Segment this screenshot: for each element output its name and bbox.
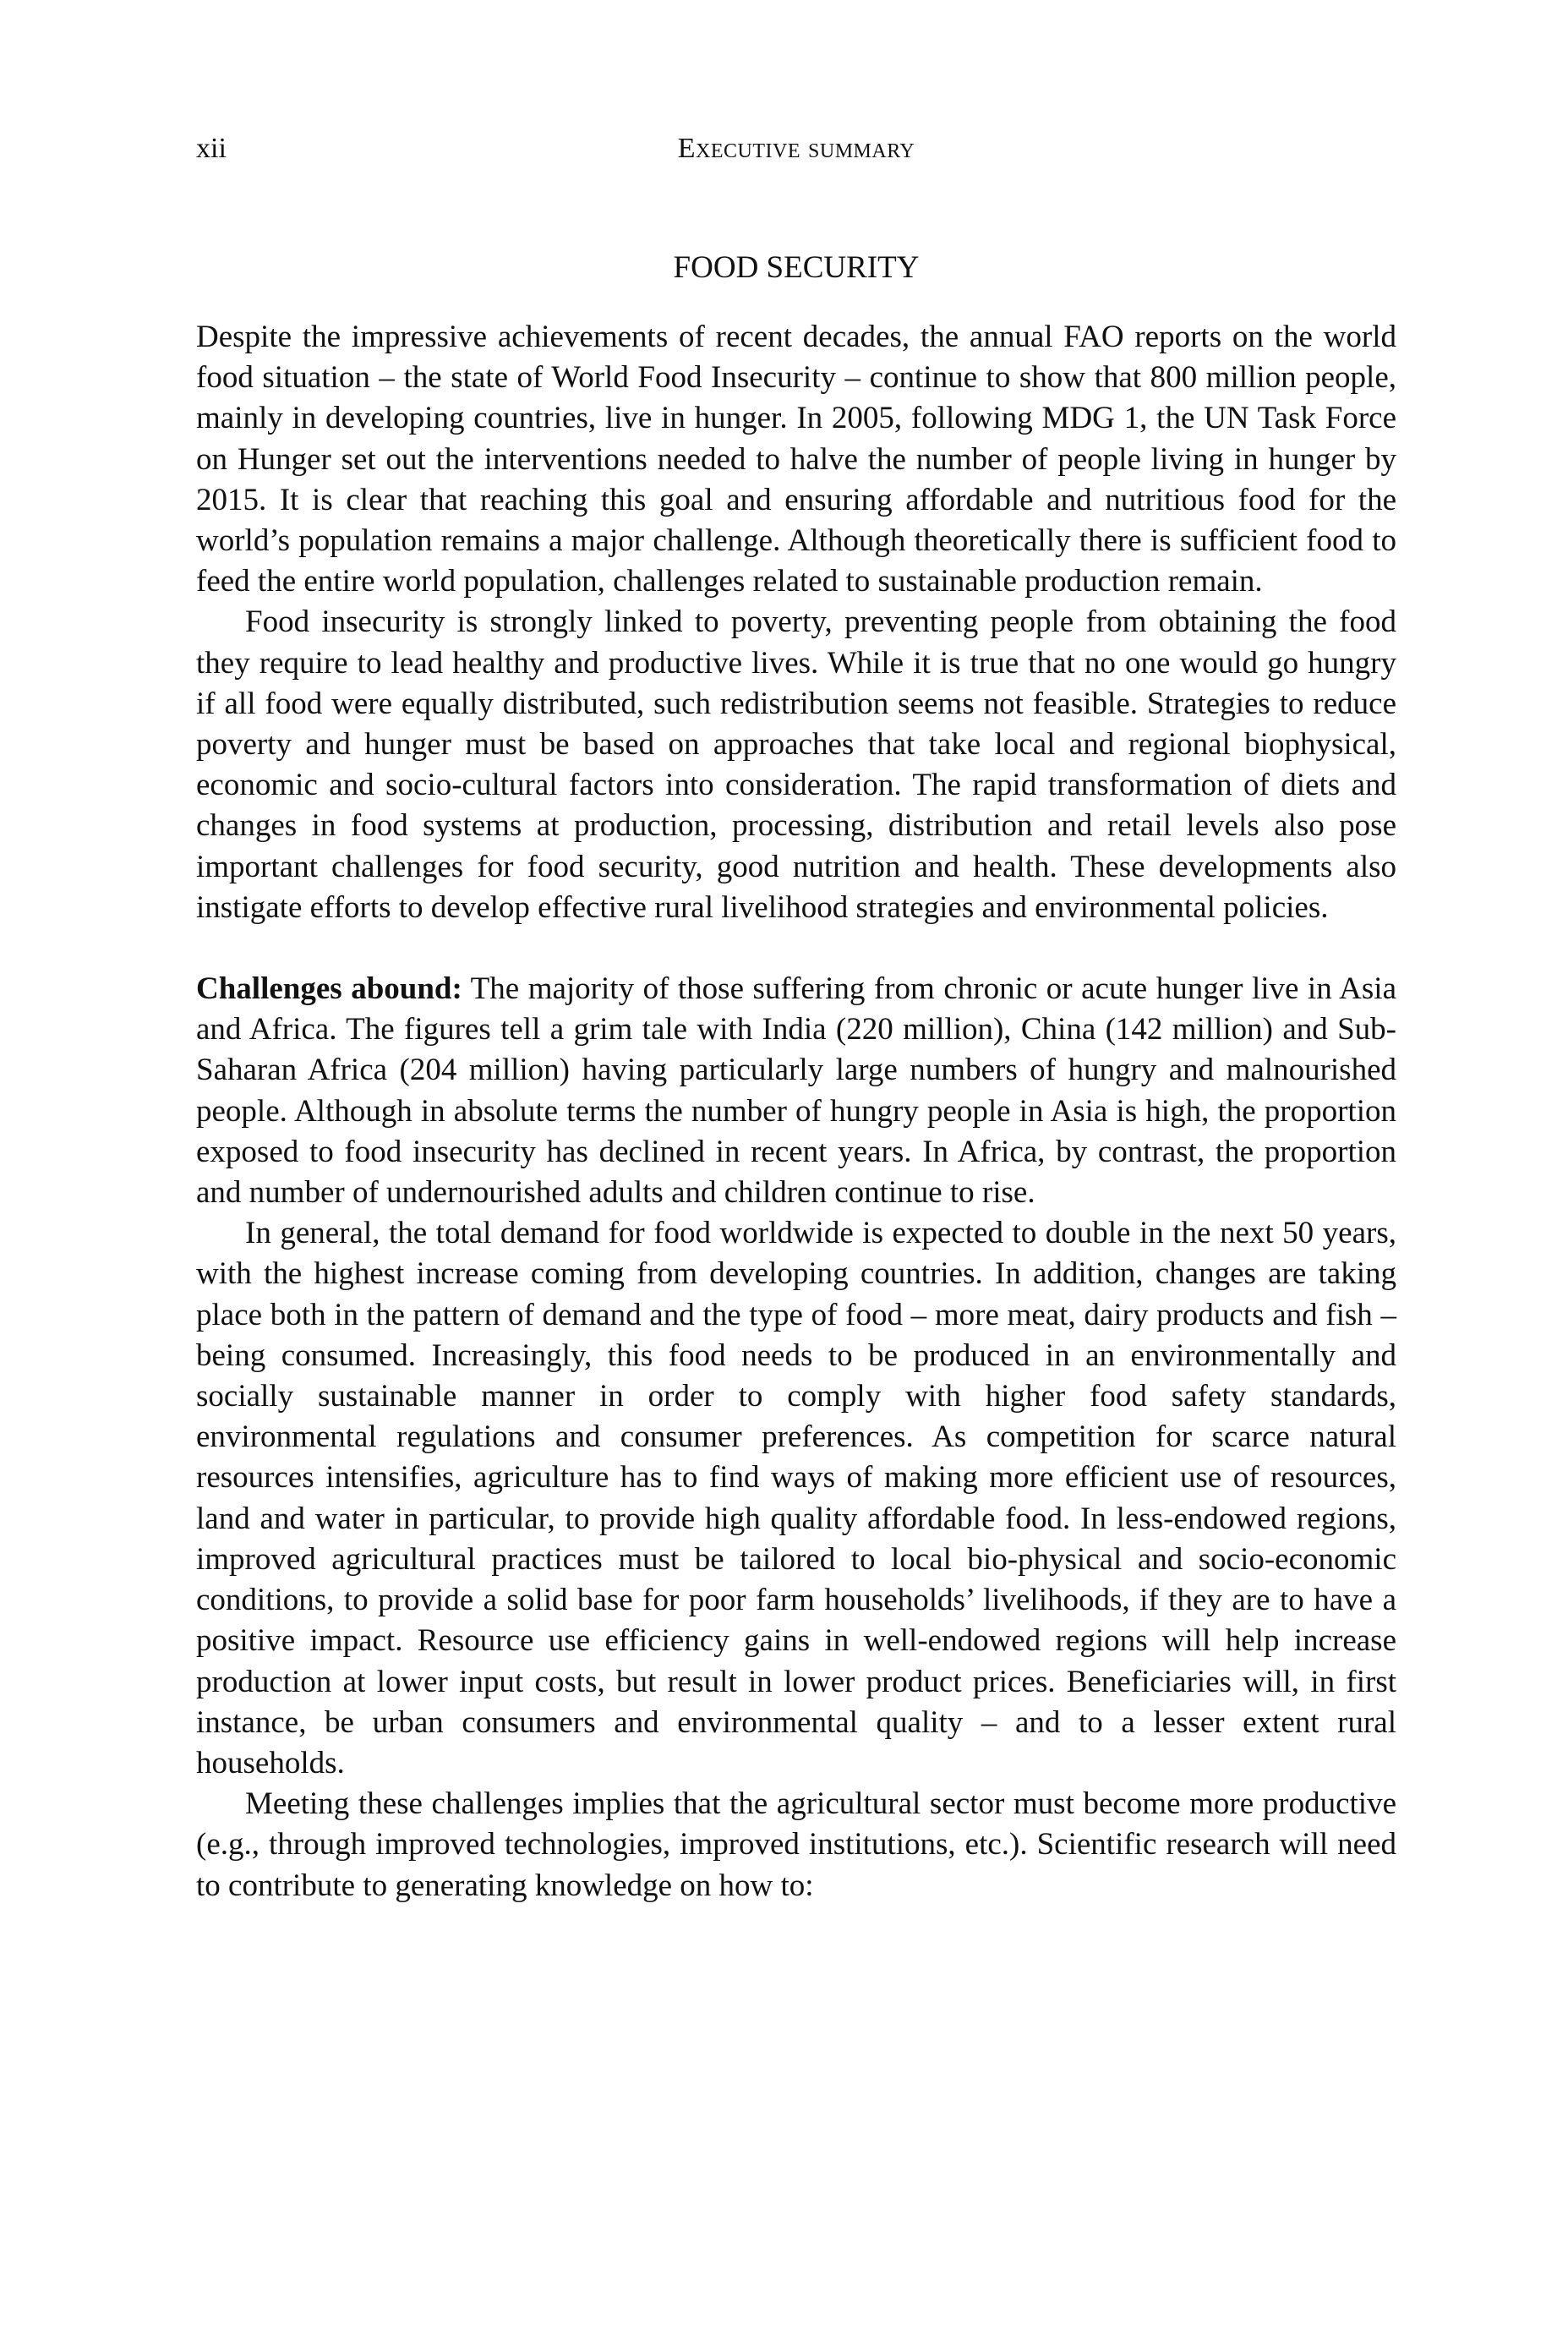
paragraph: Meeting these challenges implies that the agricultural sector must become more productive (e.g., through improved technologies, improved institutions, etc.). Scientific research will need to contribute to generating knowledge on how to: [196,1786,1396,1903]
paragraph: In general, the total demand for food worldwide is expected to double in the next 50 years, with the highest increase coming from developing countries. In addition, changes are taking place both in the pattern of demand and the type of food – more meat, dairy products and fish – being consumed. Increasingly, this food needs to be produced in an environmentally and socially sustainable manner in order to comply with higher food safety standards, environmental regulations and consumer preferences. As competition for scarce natural resources intensifies, agriculture has to find ways of making more efficient use of resources, land and water in particular, to provide high quality affordable food. In less-endowed regions, improved agricultural practices must be tailored to local bio-physical and socio-economic conditions, to provide a solid base for poor farm households’ livelihoods, if they are to have a positive impact. Resource use efficiency gains in well-endowed regions will help increase production at lower input costs, but result in lower product prices. Beneficiaries will, in first instance, be urban consumers and environmental quality – and to a lesser extent rural households. [196,1216,1396,1780]
running-header [196,129,1396,169]
section-title: FOOD SECURITY [673,250,920,285]
page-number: xii [196,133,227,164]
body-text [196,317,1396,1906]
paragraph-text: The majority of those suffering from chronic or acute hunger live in Asia and Africa. The figures tell a grim tale with India (220 million), China (142 million) and Sub-Saharan Africa (204 million) having particularly large numbers of hungry and malnourished people. Although in absolute terms the number of hungry people in Asia is high, the proportion exposed to food insecurity has declined in recent years. In Africa, by contrast, the proportion and number of undernourished adults and children continue to rise. [196,971,1397,1211]
paragraph: Food insecurity is strongly linked to poverty, preventing people from obtaining the food they require to lead healthy and productive lives. While it is true that no one would go hungry if all food were equally distributed, such redistribution seems not feasible. Strategies to reduce poverty and hunger must be based on approaches that take local and regional biophysical, economic and socio-cultural factors into consideration. The rapid transformation of diets and changes in food systems at production, processing, distribution and retail levels also pose important challenges for food security, good nutrition and health. These developments also instigate efforts to develop effective rural livelihood strategies and environmental policies. [196,604,1396,925]
paragraph [196,969,1396,1213]
running-title: Executive summary [677,133,915,164]
run-in-heading: Challenges abound: [196,971,462,1007]
paragraph: Despite the impressive achievements of recent decades, the annual FAO reports on the world food situation – the state of World Food Insecurity – continue to show that 800 million people, mainly in developing countries, live in hunger. In 2005, following MDG 1, the UN Task Force on Hunger set out the interventions needed to halve the number of people living in hunger by 2015. It is clear that reaching this goal and ensuring affordable and nutritious food for the world’s population remains a major challenge. Although theoretically there is sufficient food to feed the entire world population, challenges related to sustainable production remain. [196,320,1396,599]
